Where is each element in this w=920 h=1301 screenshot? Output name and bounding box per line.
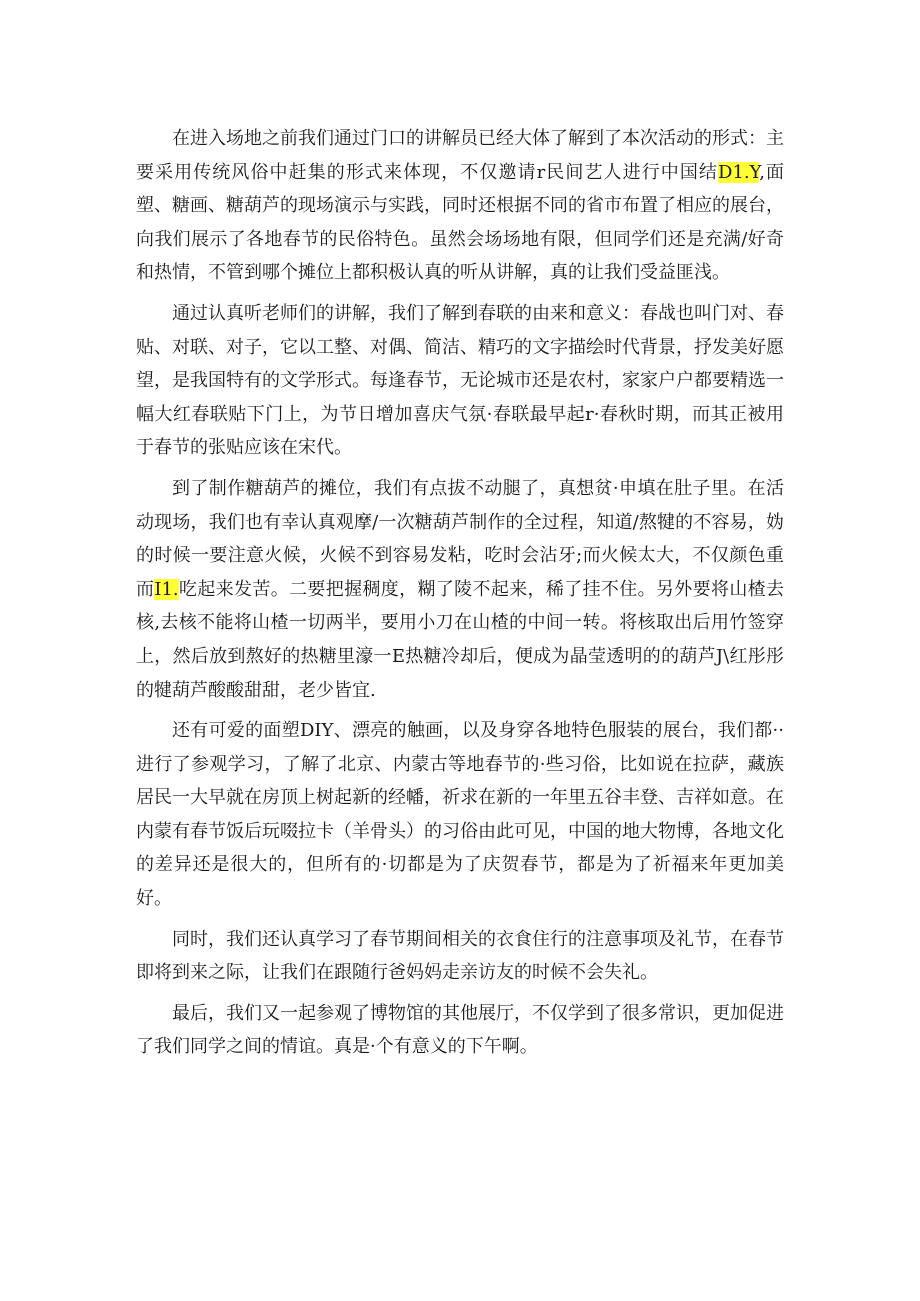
- paragraph-text: 还有可爱的面塑DIY、漂亮的触画，以及身穿各地特色服装的展台，我们都··进行了参观学习，了解了北京、内蒙古等地春节的·些习俗，比如说在拉萨，藏族居民一大早就在房顶上树起新的经幡，祈求在新的一年里五谷丰登、吉祥如意。在内蒙有春节饭后玩啜拉卡（羊骨头）的习俗由此可见，中国的地大物博，各地文化的差异还是很大的，但所有的·切都是为了庆贺春节，都是为了祈福来年更加美好。: [136, 720, 784, 910]
- paragraph-text: 通过认真听老师们的讲解，我们了解到春联的由来和意义：春战也叫门对、春贴、对联、对子，它以工整、对偶、简洁、精巧的文字描绘时代背景，抒发美好愿望，是我国特有的文学形式。每逢春节，无论城市还是农村，家家户户都要精选一幅大红春联贴下门上，为节日增加喜庆气氛·春联最早起r·春秋时期，而其正被用于春节的张贴应该在宋代。: [136, 302, 784, 459]
- paragraph: [136, 997, 784, 1064]
- paragraph-text: ,面塑、糖画、糖葫芦的现场演示与实践，同时还根据不同的省市布置了相应的展台，向我们展示了各地春节的民俗特色。虽然会场场地有限，但同学们还是充满/好奇和热情，不管到哪个摊位上都积极认真的听从讲解，真的让我们受益匪浅。: [136, 161, 784, 284]
- paragraph-text: 在进入场地之前我们通过门口的讲解员已经大体了解到了本次活动的形式：主要采用传统风俗中赶集的形式来体现，不仅邀请r民间艺人进行中国结: [136, 128, 784, 183]
- document-body: [136, 122, 784, 1071]
- paragraph-text: 同时，我们还认真学习了春节期间相关的衣食住行的注意事项及礼节，在春节即将到来之际，让我们在跟随行爸妈妈走亲访友的时候不会失礼。: [136, 928, 784, 984]
- paragraph-text: 吃起来发苦。二要把握稠度，糊了陵不起来，稀了挂不住。另外要将山楂去核,去核不能将山楂一切两半，要用小刀在山楂的中间一转。将核取出后用竹签穿上，然后放到熬好的热糖里濠一E热糖冷却后，便成为晶莹透明的的葫芦J\红彤彤的犍葫芦酸酸甜甜，老少皆宜.: [136, 578, 785, 701]
- highlighted-text: D1.Y: [718, 161, 760, 183]
- highlighted-text: I1.: [154, 578, 179, 600]
- paragraph: [136, 122, 784, 290]
- paragraph: [136, 714, 784, 916]
- paragraph-text: 最后，我们又一起参观了博物馆的其他展厅，不仅学到了很多常识，更加促进了我们同学之间的情谊。真是·个有意义的下午啊。: [136, 1002, 784, 1058]
- paragraph: [136, 297, 784, 465]
- paragraph-text: 到了制作糖葫芦的摊位，我们有点拔不动腿了，真想贫·申填在肚子里。在活动现场，我们也有幸认真观摩/一次糖葫芦制作的全过程，知道/熬犍的不容易，妫的时候一要注意火候，火候不到容易发粘，吃时会沾牙;而火候太大，不仅颜色重而: [136, 477, 784, 600]
- paragraph: [136, 923, 784, 990]
- paragraph: [136, 472, 784, 707]
